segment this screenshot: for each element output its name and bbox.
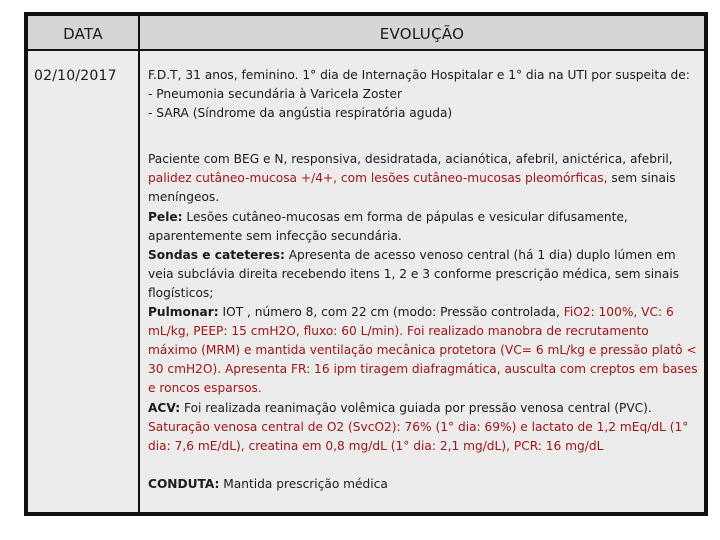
skin-section (148, 208, 700, 246)
diagnosis-item: - SARA (Síndrome da angústia respiratória aguda) (148, 106, 453, 121)
general-status-end: sem sinais meníngeos. (148, 171, 676, 205)
lines-section (148, 246, 700, 303)
conduct-text: Mantida prescrição médica (219, 476, 388, 491)
lines-text: Apresenta de acesso venoso central (há 1 dia) duplo lúmen em veia subclávia direita recebendo itens 1, 2 e 3 conforme prescrição médica, sem sinais flogísticos; (148, 247, 680, 300)
pulmonary-highlight: FiO2: 100%, VC: 6 mL/kg, PEEP: 15 cmH2O, fluxo: 60 L/min). Foi realizado manobra de recrutamento máximo (MRM) e mantida ventilação mecânica protetora (VC= 6 mL/kg e pressão platô < 30 cmH2O). Apresenta FR: 16 ipm tiragem diafragmática, ausculta com creptos em bases e roncos esparsos. (148, 305, 698, 396)
record-date: 02/10/2017 (34, 68, 117, 84)
header-date-cell (26, 14, 140, 51)
general-status (148, 150, 700, 207)
acv-section (148, 399, 700, 456)
conduct-label: CONDUTA: (148, 476, 220, 491)
header-evolution-label: EVOLUÇÃO (379, 25, 465, 43)
pulmonary-section (148, 303, 700, 398)
acv-text: Foi realizada reanimação volêmica guiada por pressão venosa central (PVC). (180, 400, 652, 415)
pulmonary-label: Pulmonar: (148, 305, 219, 320)
diagnosis-item: - Pneumonia secundária à Varicela Zoster (148, 87, 403, 102)
header-evolution-cell (138, 14, 706, 51)
general-status-text: Paciente com BEG e N, responsiva, desidratada, acianótica, afebril, anictérica, afebril, (148, 152, 673, 167)
general-status-highlight: palidez cutâneo-mucosa +/4+, com lesões cutâneo-mucosas pleomórficas, (148, 171, 608, 186)
patient-intro: F.D.T, 31 anos, feminino. 1° dia de Internação Hospitalar e 1° dia na UTI por suspeita de: (148, 68, 690, 82)
conduct-section (148, 475, 700, 494)
lines-label: Sondas e cateteres: (148, 247, 285, 262)
evolution-cell (138, 49, 706, 514)
acv-highlight: Saturação venosa central de O2 (SvcO2): 76% (1° dia: 69%) e lactato de 1,2 mEq/dL (1° dia: 7,6 mE/dL), creatina em 0,8 mg/dL (1° dia: 2,1 mg/dL), PCR: 16 mg/dL (148, 419, 689, 453)
header-date-label: DATA (63, 25, 103, 43)
acv-label: ACV: (148, 400, 181, 415)
skin-label: Pele: (148, 209, 183, 224)
pulmonary-text: IOT , número 8, com 22 cm (modo: Pressão controlada, (218, 305, 564, 320)
skin-text: Lesões cutâneo-mucosas em forma de pápulas e vesicular difusamente, aparentemente sem infecção secundária. (148, 209, 628, 243)
date-cell (26, 49, 140, 514)
evolution-table (24, 12, 708, 516)
evolution-text (148, 66, 700, 494)
